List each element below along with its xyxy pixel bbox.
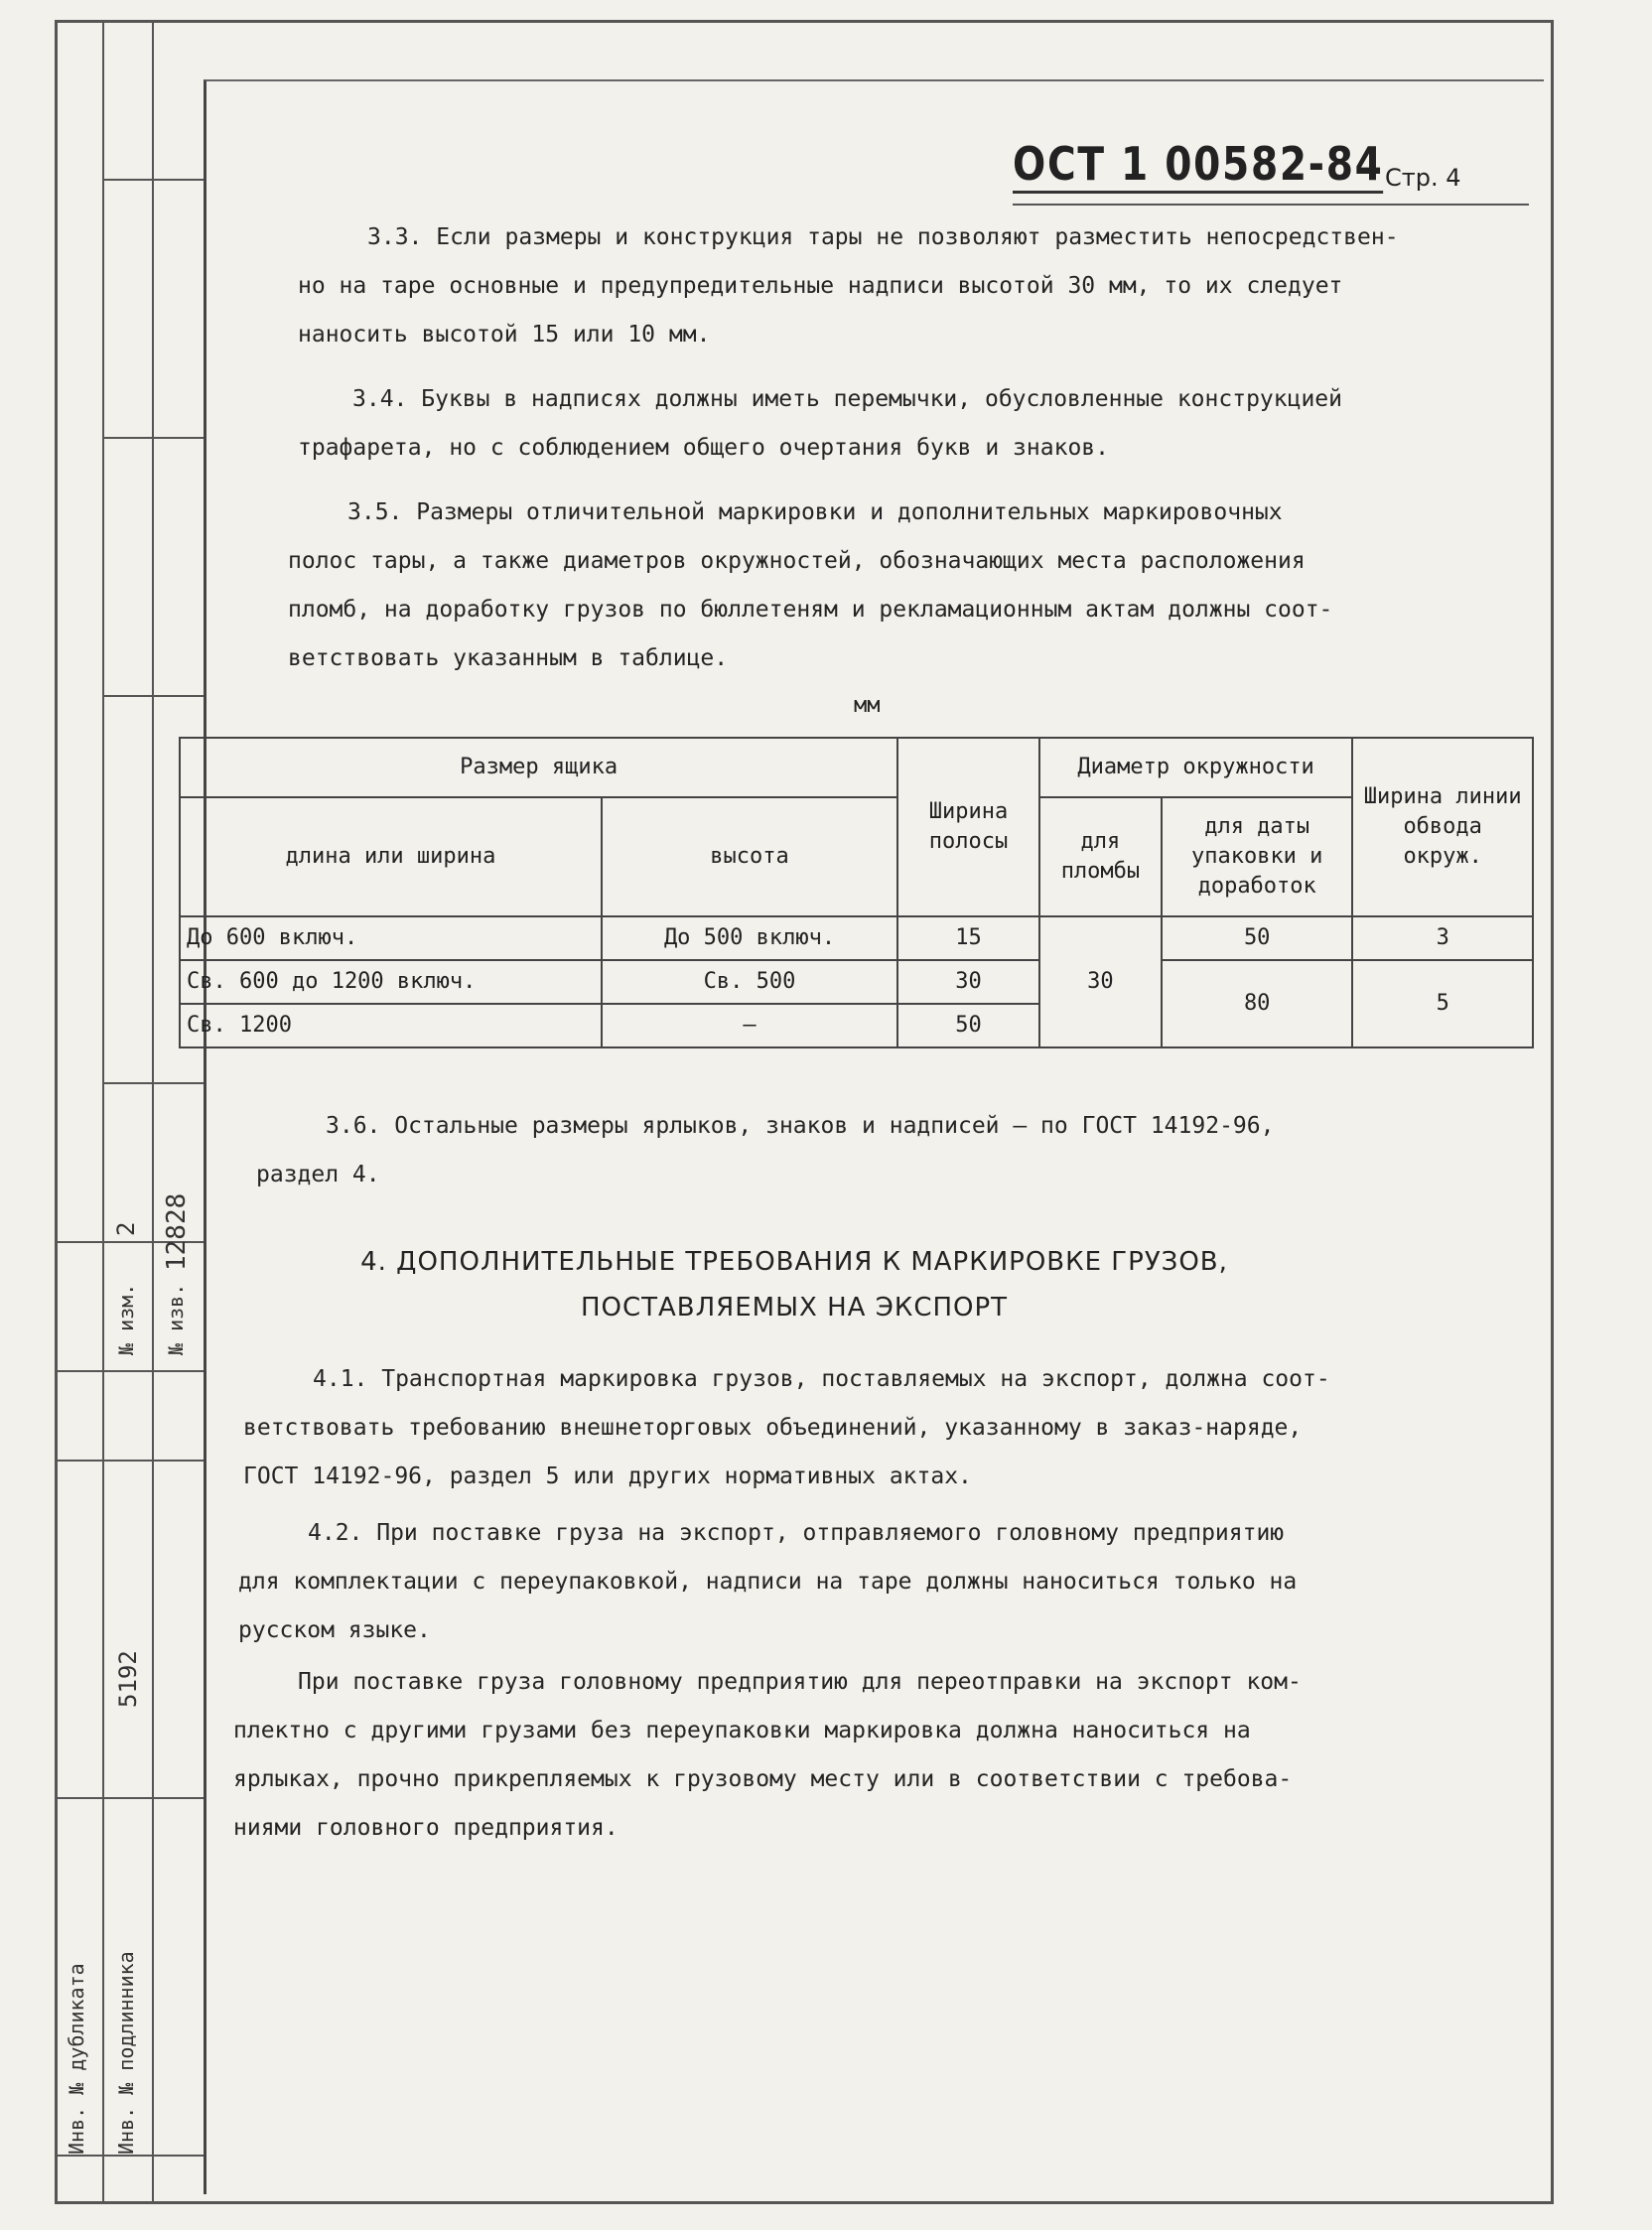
paragraph-line: 4.1. Транспортная маркировка грузов, поставляемых на экспорт, должна соот- — [313, 1366, 1330, 1392]
paragraph-4-2 — [238, 1509, 1454, 1655]
dimensions-table — [179, 737, 1534, 1048]
page-number: Стр. 4 — [1385, 164, 1461, 192]
paragraph-line: ГОСТ 14192-96, раздел 5 или других нормативных актах. — [243, 1463, 972, 1489]
header-length: длина или ширина — [180, 797, 602, 916]
cell-line: 3 — [1352, 916, 1533, 960]
paragraph-line: При поставке груза головному предприятию для переотправки на экспорт ком- — [298, 1669, 1302, 1695]
paragraph-line: 3.6. Остальные размеры ярлыков, знаков и надписей – по ГОСТ 14192-96, — [326, 1113, 1275, 1139]
paragraph-line: 3.5. Размеры отличительной маркировки и дополнительных маркировочных — [347, 499, 1283, 525]
paragraph-3-6 — [256, 1102, 1447, 1199]
paragraph-line: пломб, на доработку грузов по бюллетеням и рекламационным актам должны соот- — [288, 597, 1333, 623]
stamp-cell-border — [102, 695, 204, 697]
header-box-size: Размер ящика — [180, 738, 897, 797]
paragraph-line: 3.3. Если размеры и конструкция тары не позволяют разместить непосредствен- — [367, 224, 1399, 250]
paragraph-line: наносить высотой 15 или 10 мм. — [298, 322, 711, 348]
cell-seal: 30 — [1039, 916, 1162, 1047]
paragraph-3-3 — [298, 213, 1449, 359]
paragraph-line: ярлыках, прочно прикрепляемых к грузовому месту или в соответствии с требова- — [233, 1766, 1293, 1792]
stamp-izv-label: № изв. — [164, 1283, 188, 1355]
cell-strip: 30 — [897, 960, 1039, 1004]
table-header-row — [180, 738, 1533, 797]
cell-height: Св. 500 — [602, 960, 897, 1004]
header-line-width: Ширина линии обвода окруж. — [1352, 738, 1533, 916]
paragraph-3-4 — [298, 375, 1449, 473]
paragraph-line: русском языке. — [238, 1617, 431, 1643]
cell-height: – — [602, 1004, 897, 1047]
stamp-column — [55, 20, 204, 2204]
paragraph-line: но на таре основные и предупредительные надписи высотой 30 мм, то их следует — [298, 273, 1343, 299]
header-rule — [1013, 204, 1529, 206]
cell-height: До 500 включ. — [602, 916, 897, 960]
heading-line: 4. ДОПОЛНИТЕЛЬНЫЕ ТРЕБОВАНИЯ К МАРКИРОВКЕ ГРУЗОВ, — [360, 1247, 1228, 1277]
paragraph-line: полос тары, а также диаметров окружностей, обозначающих места расположения — [288, 548, 1306, 574]
stamp-cell-border — [55, 1797, 204, 1799]
header-date: для даты упаковки и доработок — [1162, 797, 1352, 916]
stamp-cell-border — [102, 1082, 204, 1084]
doc-header — [1013, 137, 1448, 194]
stamp-inv-orig-label: Инв. № подлинника — [114, 1951, 138, 2155]
stamp-cell-border — [102, 179, 204, 181]
cell-strip: 15 — [897, 916, 1039, 960]
paragraph-line: раздел 4. — [256, 1162, 380, 1187]
header-height: высота — [602, 797, 897, 916]
paragraph-line: ветствовать указанным в таблице. — [288, 645, 729, 671]
section-4-heading — [298, 1239, 1291, 1330]
cell-date: 50 — [1162, 916, 1352, 960]
stamp-inv-dup-label: Инв. № дубликата — [65, 1963, 88, 2155]
paragraph-4-2-continued — [233, 1658, 1454, 1853]
cell-date: 80 — [1162, 960, 1352, 1047]
cell-length: До 600 включ. — [180, 916, 602, 960]
stamp-divider — [102, 20, 104, 2204]
heading-line: ПОСТАВЛЯЕМЫХ НА ЭКСПОРТ — [580, 1293, 1009, 1323]
paragraph-line: ветствовать требованию внешнеторговых объединений, указанному в заказ-наряде, — [243, 1415, 1303, 1441]
stamp-divider — [152, 20, 154, 2204]
stamp-cell-border — [55, 1460, 204, 1462]
paragraph-line: трафарета, но с соблюдением общего очертания букв и знаков. — [298, 435, 1109, 461]
paragraph-line: плектно с другими грузами без переупаковки маркировка должна наноситься на — [233, 1718, 1251, 1743]
cell-length: Св. 600 до 1200 включ. — [180, 960, 602, 1004]
cell-strip: 50 — [897, 1004, 1039, 1047]
paragraph-line: 4.2. При поставке груза на экспорт, отправляемого головному предприятию — [308, 1520, 1285, 1546]
table-row — [180, 916, 1533, 960]
header-strip-width: Ширина полосы — [897, 738, 1039, 916]
table-header-row — [180, 797, 1533, 916]
stamp-izm-value: 2 — [112, 1221, 140, 1236]
paragraph-line: 3.4. Буквы в надписях должны иметь перемычки, обусловленные конструкцией — [352, 386, 1342, 412]
paragraph-3-5 — [288, 488, 1449, 683]
stamp-cell-border — [55, 1370, 204, 1372]
paragraph-4-1 — [243, 1355, 1454, 1501]
cell-length: Св. 1200 — [180, 1004, 602, 1047]
stamp-izv-value: 12828 — [162, 1192, 192, 1271]
doc-code: ОСТ 1 00582-84 — [1013, 137, 1384, 194]
cell-line: 5 — [1352, 960, 1533, 1047]
stamp-cell-border — [102, 437, 204, 439]
header-diameter: Диаметр окружности — [1039, 738, 1353, 797]
table-row — [180, 960, 1533, 1004]
stamp-izm-label: № изм. — [114, 1283, 138, 1355]
stamp-cell-border — [55, 2155, 204, 2157]
stamp-inv-value: 5192 — [114, 1650, 142, 1708]
header-seal: для пломбы — [1039, 797, 1162, 916]
table-unit: мм — [854, 693, 881, 718]
paragraph-line: ниями головного предприятия. — [233, 1815, 619, 1841]
paragraph-line: для комплектации с переупаковкой, надписи на таре должны наноситься только на — [238, 1569, 1298, 1595]
